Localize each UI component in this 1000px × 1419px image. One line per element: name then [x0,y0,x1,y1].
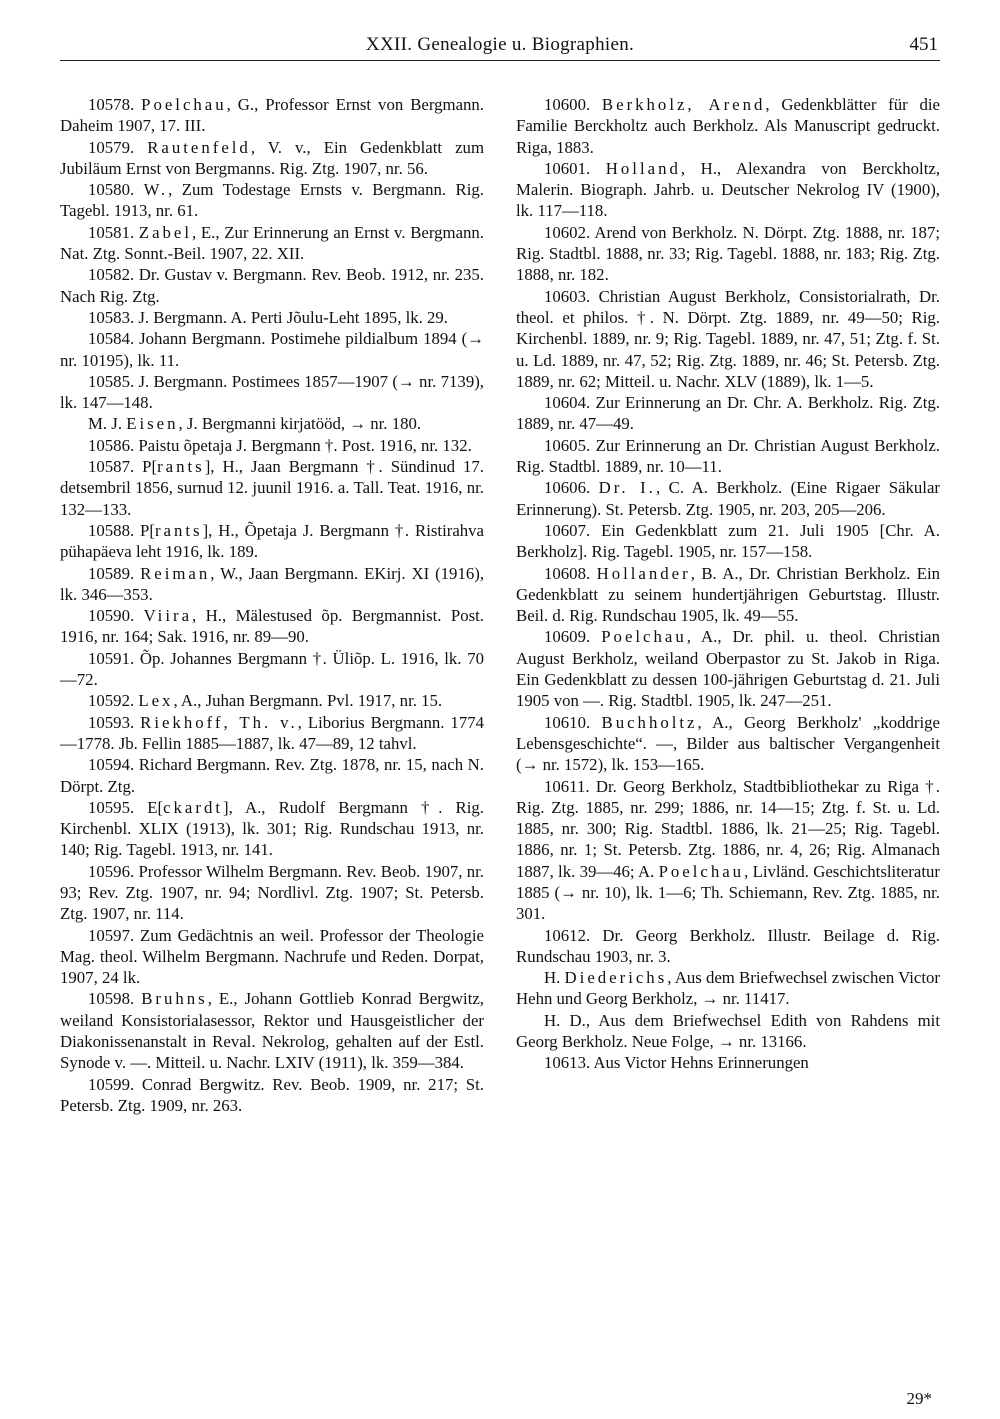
entry-number: 10581. [88,222,139,242]
entry-author: ckardt [163,797,224,817]
bibliography-entry [516,626,940,711]
entry-number: 10592. [88,691,139,711]
page-header [60,30,940,61]
entry-author: Diederichs [564,968,668,988]
entry-number: 10607. Ein Gedenkblatt zum 21. Juli 1905 [Chr. A. Berkholz]. Rig. Tagebl. 1905, nr. 157—158. [516,520,940,562]
entry-author: Holland [605,158,681,178]
bibliography-entry [516,435,940,478]
entry-text: ], H., Õpetaja J. Bergmann †. Ristirahva pühapäeva leht 1916, lk. 189. [60,520,484,562]
entry-author: W. [143,180,169,200]
entry-author: Hollander [596,563,691,583]
entry-text: , H., Mälestused õp. Bergmannist. Post. 1916, nr. 164; Sak. 1916, nr. 89—90. [60,606,484,647]
bibliography-entry [516,94,940,158]
bibliography-entry [60,307,484,328]
bibliography-entry [60,563,484,606]
entry-text: , B. A., Dr. Christian Berkholz. Ein Gedenkblatt zu seinem hundertjährigen Geburtstag. Illustr. Beil. d. Rig. Rundschau 1905, lk. 49—55. [516,563,941,626]
entry-number: H. D., Aus dem Briefwechsel Edith von Rahdens mit Georg Berkholz. Neue Folge, → nr. 13166. [516,1010,940,1052]
entry-number: 10590. [88,606,144,626]
entry-number: 10609. [544,627,602,647]
bibliography-entry [60,328,484,371]
entry-number: H. [544,968,565,988]
entry-number: 10582. Dr. Gustav v. Bergmann. Rev. Beob. 1912, nr. 235. Nach Rig. Ztg. [60,265,484,306]
entry-text: , Aus dem Briefwechsel zwischen Victor Hehn und Georg Berkholz, → nr. 11417. [516,968,941,1009]
entry-author: Riekhoff, Th. v. [140,712,298,732]
entry-number: 10602. Arend von Berkholz. N. Dörpt. Ztg. 1888, nr. 187; Rig. Stadtbl. 1888, nr. 33; Rig. Tagebl. 1888, nr. 183; Rig. Ztg. 1888, nr. 182. [516,222,940,285]
entry-author: rants [157,457,205,477]
entry-number: 10584. Johann Bergmann. Postimehe pildialbum 1894 (→ nr. 10195), lk. 11. [60,329,484,370]
entry-author: Buchholtz [601,712,698,732]
bibliography-entry [516,1010,940,1053]
entry-number: 10585. J. Bergmann. Postimees 1857—1907 (→ nr. 7139), lk. 147—148. [60,371,484,413]
entry-text: , E., Zur Erinnerung an Ernst v. Bergmann. Nat. Ztg. Sonnt.-Beil. 1907, 22. XII. [60,222,484,264]
entry-text: , H., Alexandra von Berckholtz, Malerin. Biograph. Jahrb. u. Deutscher Nekrolog IV (1900), lk. 117—118. [516,158,941,221]
entry-number: 10610. [544,712,602,732]
bibliography-entry [60,925,484,989]
bibliography-entry [516,477,940,520]
bibliography-entry [60,605,484,648]
entry-text: , V. v., Ein Gedenkblatt zum Jubiläum Ernst von Bergmanns. Rig. Ztg. 1907, nr. 56. [60,137,485,178]
bibliography-entry [60,648,484,691]
entry-number: 10591. Õp. Johannes Bergmann †. Üliõp. L. 1916, lk. 70—72. [60,648,484,690]
bibliography-entry [516,967,940,1010]
entry-author: Poelchau [141,95,227,114]
entry-author: Rautenfeld [147,137,251,157]
entry-number: 10583. J. Bergmann. A. Perti Jõulu-Leht 1895, lk. 29. [88,307,449,327]
entry-author: Poelchau [601,627,687,647]
bibliography-entry [60,1074,484,1117]
entry-number: 10613. Aus Victor Hehns Erinnerungen [544,1053,809,1073]
entry-number: 10579. [88,137,148,157]
entry-number: 10600. [544,95,602,114]
running-title: XXII. Genealogie u. Biographien. [365,34,635,55]
entry-number: 10611. Dr. Georg Berkholz, Stadtbibliothekar zu Riga †. Rig. Ztg. 1885, nr. 299; 1886, nr. 14—15; Ztg. f. St. u. Ld. 1885, nr. 300; Rig. Stadtbl. 1886, lk. 21—25; Rig. Tagebl. 1886, nr. 1; St. Petersb. Ztg. 1886, nr. 4, 26; Rig. Almanach 1887, lk. 39—46; A. [516,776,940,881]
entry-number: 10599. Conrad Bergwitz. Rev. Beob. 1909, nr. 217; St. Petersb. Ztg. 1909, nr. 263. [60,1074,484,1115]
entry-number: 10587. P[ [88,457,158,477]
bibliography-entry [516,925,940,968]
bibliography-entry [60,690,484,711]
bibliography-entry [60,456,484,520]
entry-author: Dr. I. [598,478,656,498]
entry-number: 10601. [544,158,606,178]
entry-number: 10595. E[ [88,797,164,817]
left-column [60,94,484,1116]
entry-text: ], A., Rudolf Bergmann †. Rig. Kirchenbl. XLIX (1913), lk. 301; Rig. Rundschau 1913, nr. 140; Rig. Tagebl. 1913, nr. 141. [60,797,485,860]
entry-author: Poelchau [658,861,745,881]
bibliography-entry [60,712,484,755]
entry-number: 10580. [88,180,144,200]
entry-number: 10604. Zur Erinnerung an Dr. Chr. A. Berkholz. Rig. Ztg. 1889, nr. 47—49. [516,393,940,434]
entry-author: Eisen [126,414,179,434]
entry-number: 10612. Dr. Georg Berkholz. Illustr. Beilage d. Rig. Rundschau 1903, nr. 3. [516,925,940,966]
bibliography-entry [60,371,484,414]
bibliography-entry [60,137,484,180]
bibliography-entry [516,222,940,286]
entry-text: , E., Johann Gottlieb Konrad Bergwitz, weiland Konsistorialasessor, Rektor und Hausgeistlicher der Diakonissenanstalt in Reval. Nekrolog, gehalten auf der Estl. Synode v. —. Mitteil. u. Nachr. LXIV (1911), lk. 359—384. [60,989,485,1073]
entry-number: 10606. [544,478,599,498]
entry-text: , Zum Todestage Ernsts v. Bergmann. Rig. Tagebl. 1913, nr. 61. [60,180,485,221]
bibliography-entry [60,435,484,456]
entry-number: M. J. [88,414,127,434]
entry-number: 10586. Paistu õpetaja J. Bergmann †. Post. 1916, nr. 132. [88,435,472,455]
entry-number: 10589. [88,563,141,583]
entry-author: rants [154,520,203,540]
bibliography-entry [516,520,940,563]
entry-number: 10608. [544,563,597,583]
entry-text: , C. A. Berkholz. (Eine Rigaer Säkular Erinnerung). St. Petersb. Ztg. 1905, nr. 203, 205—206. [516,478,940,519]
bibliography-entry [60,754,484,797]
entry-number: 10603. Christian August Berkholz, Consistorialrath, Dr. theol. et philos. †. N. Dörpt. Ztg. 1889, nr. 49—50; Rig. Kirchenbl. 1889, nr. 9; Rig. Tagebl. 1889, nr. 47, 51; Ztg. f. St. u. Ld. 1889, nr. 47, 52; Rig. Ztg. 1889, nr. 46; St. Petersb. Ztg. 1889, nr. 62; Mitteil. u. Nachr. XLV (1889), lk. 1—5. [516,286,940,391]
bibliography-entry [60,797,484,861]
entry-text: , G., Professor Ernst von Bergmann. Daheim 1907, 17. III. [60,95,484,136]
bibliography-entry [60,520,484,563]
right-column [516,94,940,1074]
page-number: 451 [909,34,938,55]
entry-number: 10598. [88,989,142,1009]
entry-text: , A., Dr. phil. u. theol. Christian August Berkholz, weiland Oberpastor zu St. Jakob in Riga. Ein Gedenkblatt zu dessen 100-jährigen Geburtstag d. 21. Juli 1905 von —. Rig. Stadtbl. 1905, lk. 247—251. [516,627,941,711]
bibliography-entry [60,988,484,1073]
entry-text: ], H., Jaan Bergmann †. Sündinud 17. detsembril 1856, surnud 12. juunil 1916. a. Tall. Teat. 1916, nr. 132—133. [60,457,484,519]
bibliography-entry [60,413,484,434]
entry-text: , A., Juhan Bergmann. Pvl. 1917, nr. 15. [173,691,443,711]
entry-number: 10596. Professor Wilhelm Bergmann. Rev. Beob. 1907, nr. 93; Rev. Ztg. 1907, nr. 94; Nordlivl. Ztg. 1907; St. Petersb. Ztg. 1907, nr. 114. [60,861,484,924]
bibliography-entry [516,392,940,435]
bibliography-entry [60,179,484,222]
entry-author: Viira [143,606,193,626]
entry-number: 10605. Zur Erinnerung an Dr. Christian August Berkholz. Rig. Stadtbl. 1889, nr. 10—11. [516,435,940,477]
bibliography-entry [516,158,940,222]
entry-text: , Gedenkblätter für die Familie Berckholtz auch Berkholz. Als Manuscript gedruckt. Riga, 1883. [516,95,941,157]
entry-text: , Livländ. Geschichtsliteratur 1885 (→ nr. 10), lk. 1—6; Th. Schiemann, Rev. Ztg. 1885, nr. 301. [516,861,940,924]
bibliography-entry [516,1052,940,1073]
signature-mark: 29* [906,1389,932,1408]
entry-text: , A., Georg Berkholz' „koddrige Lebensgeschichte“. —, Bilder aus baltischer Vergangenheit (→ nr. 1572), lk. 153—165. [516,712,940,775]
bibliography-entry [516,712,940,776]
entry-author: Bruhns [141,989,208,1009]
entry-number: 10594. Richard Bergmann. Rev. Ztg. 1878, nr. 15, nach N. Dörpt. Ztg. [60,755,484,796]
entry-text: , W., Jaan Bergmann. EKirj. XI (1916), lk. 346—353. [60,563,485,604]
entry-text: , J. Bergmanni kirjatööd, → nr. 180. [178,414,422,434]
entry-author: Zabel [138,222,193,242]
bibliography-entry [516,286,940,392]
bibliography-entry [60,861,484,925]
entry-number: 10593. [88,712,141,732]
entry-author: Berkholz, Arend [601,95,766,114]
bibliography-entry [60,94,484,137]
bibliography-entry [60,264,484,307]
entry-text: , Liborius Bergmann. 1774—1778. Jb. Fellin 1885—1887, lk. 47—89, 12 tahvl. [60,712,484,753]
bibliography-entry [516,563,940,627]
entry-number: 10597. Zum Gedächtnis an weil. Professor der Theologie Mag. theol. Wilhelm Bergmann. Nachrufe und Reden. Dorpat, 1907, 24 lk. [60,925,484,988]
entry-number: 10578. [88,95,142,114]
entry-author: Lex [138,691,174,711]
bibliography-entry [516,776,940,925]
bibliography-entry [60,222,484,265]
entry-author: Reiman [140,563,211,583]
entry-number: 10588. P[ [88,520,155,540]
